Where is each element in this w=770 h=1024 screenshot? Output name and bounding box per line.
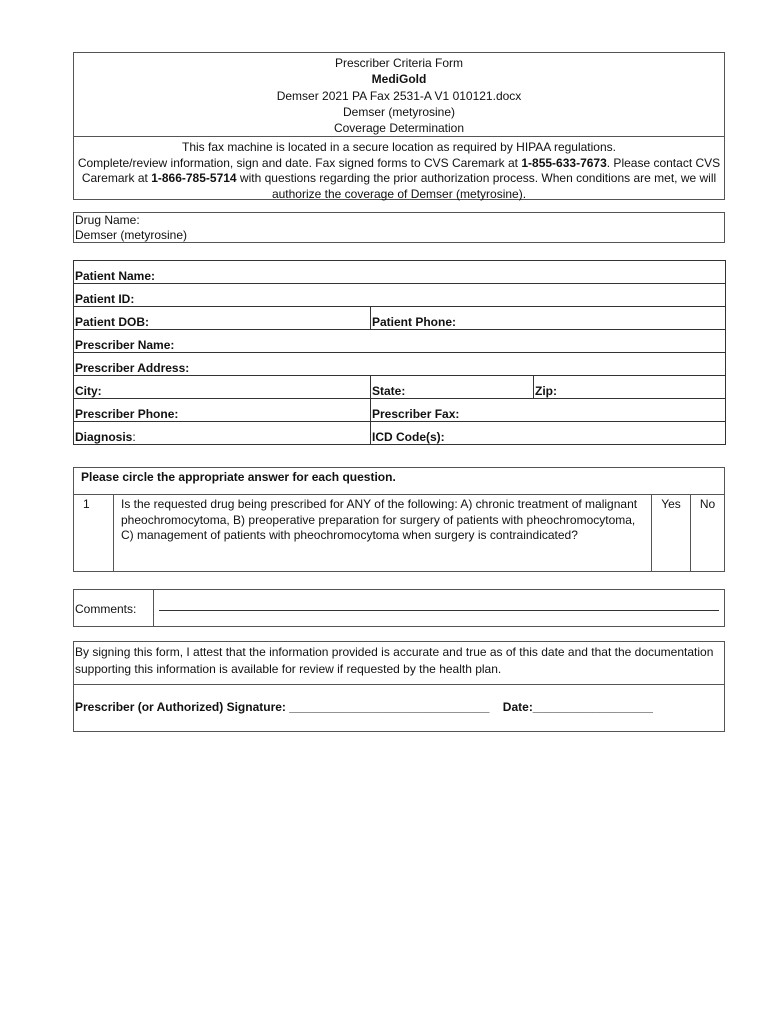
- notice-part-c: with questions regarding the prior authorization process. When conditions are met, we will authorize the coverage of Demser (metyrosine).: [236, 171, 717, 201]
- notice-part-a: Complete/review information, sign and date. Fax signed forms to CVS Caremark at: [77, 155, 522, 170]
- prescriber-fax-field[interactable]: Prescriber Fax:: [371, 399, 726, 422]
- phone-number: 1-866-785-5714: [151, 171, 237, 186]
- question-text: Is the requested drug being prescribed for ANY of the following: A) chronic treatment of malignant pheochromocytoma, B) preoperative preparation for surgery of patients with pheochromocytoma, C) management of patients with pheochromocytoma when surgery is contraindicated?: [114, 495, 652, 571]
- comments-section: [73, 589, 725, 627]
- prescriber-phone-field[interactable]: Prescriber Phone:: [74, 399, 371, 422]
- question-number: 1: [74, 495, 114, 571]
- table-row: [74, 307, 726, 330]
- signature-line[interactable]: Prescriber (or Authorized) Signature: ______________________________ Date:__________________: [75, 700, 653, 714]
- table-row: [74, 330, 726, 353]
- comments-input-line[interactable]: [159, 610, 719, 611]
- document-id: Demser 2021 PA Fax 2531-A V1 010121.docx: [276, 88, 522, 103]
- patient-phone-field[interactable]: Patient Phone:: [371, 307, 726, 330]
- drug-name-label: Drug Name:: [75, 213, 140, 227]
- table-row: [74, 376, 726, 399]
- patient-prescriber-table: [73, 260, 726, 445]
- attestation-text: By signing this form, I attest that the information provided is accurate and true as of this date and that the documentation supporting this information is available for review if requested by the health plan.: [74, 642, 724, 685]
- patient-id-field[interactable]: Patient ID:: [74, 284, 726, 307]
- question-instruction: Please circle the appropriate answer for each question.: [74, 468, 724, 495]
- diagnosis-colon: :: [132, 430, 136, 444]
- comments-label: Comments:: [74, 590, 154, 626]
- drug-title: Demser (metyrosine): [342, 104, 456, 119]
- patient-name-field[interactable]: Patient Name:: [74, 261, 726, 284]
- question-row: [74, 495, 724, 571]
- fax-number: 1-855-633-7673: [521, 155, 607, 170]
- city-field[interactable]: City:: [74, 376, 371, 399]
- prescriber-address-field[interactable]: Prescriber Address:: [74, 353, 726, 376]
- answer-no[interactable]: No: [699, 497, 716, 511]
- patient-dob-field[interactable]: Patient DOB:: [74, 307, 371, 330]
- zip-field[interactable]: Zip:: [534, 376, 726, 399]
- fax-notice: [74, 137, 724, 202]
- form-header: [73, 52, 725, 200]
- notice-part-b: . Please contact CVS Caremark at: [81, 155, 721, 186]
- prescriber-name-field[interactable]: Prescriber Name:: [74, 330, 726, 353]
- diagnosis-field[interactable]: [74, 422, 371, 445]
- icd-codes-field[interactable]: ICD Code(s):: [371, 422, 726, 445]
- table-row: [74, 399, 726, 422]
- table-row: [74, 422, 726, 445]
- hipaa-notice: This fax machine is located in a secure location as required by HIPAA regulations.: [181, 140, 616, 155]
- state-field[interactable]: State:: [371, 376, 534, 399]
- coverage-title: Coverage Determination: [333, 121, 465, 136]
- table-row: [74, 261, 726, 284]
- answer-yes[interactable]: Yes: [652, 495, 691, 571]
- instructions-notice: [76, 156, 722, 202]
- question-section: [73, 467, 725, 572]
- diagnosis-label: Diagnosis: [75, 430, 133, 444]
- attestation-section: [73, 641, 725, 732]
- table-row: [74, 284, 726, 307]
- plan-name: MediGold: [371, 72, 427, 87]
- drug-name-value: Demser (metyrosine): [75, 228, 188, 242]
- table-row: [74, 353, 726, 376]
- form-title: Prescriber Criteria Form: [334, 56, 463, 70]
- drug-name-field[interactable]: [73, 212, 725, 243]
- header-title-block: [74, 53, 724, 137]
